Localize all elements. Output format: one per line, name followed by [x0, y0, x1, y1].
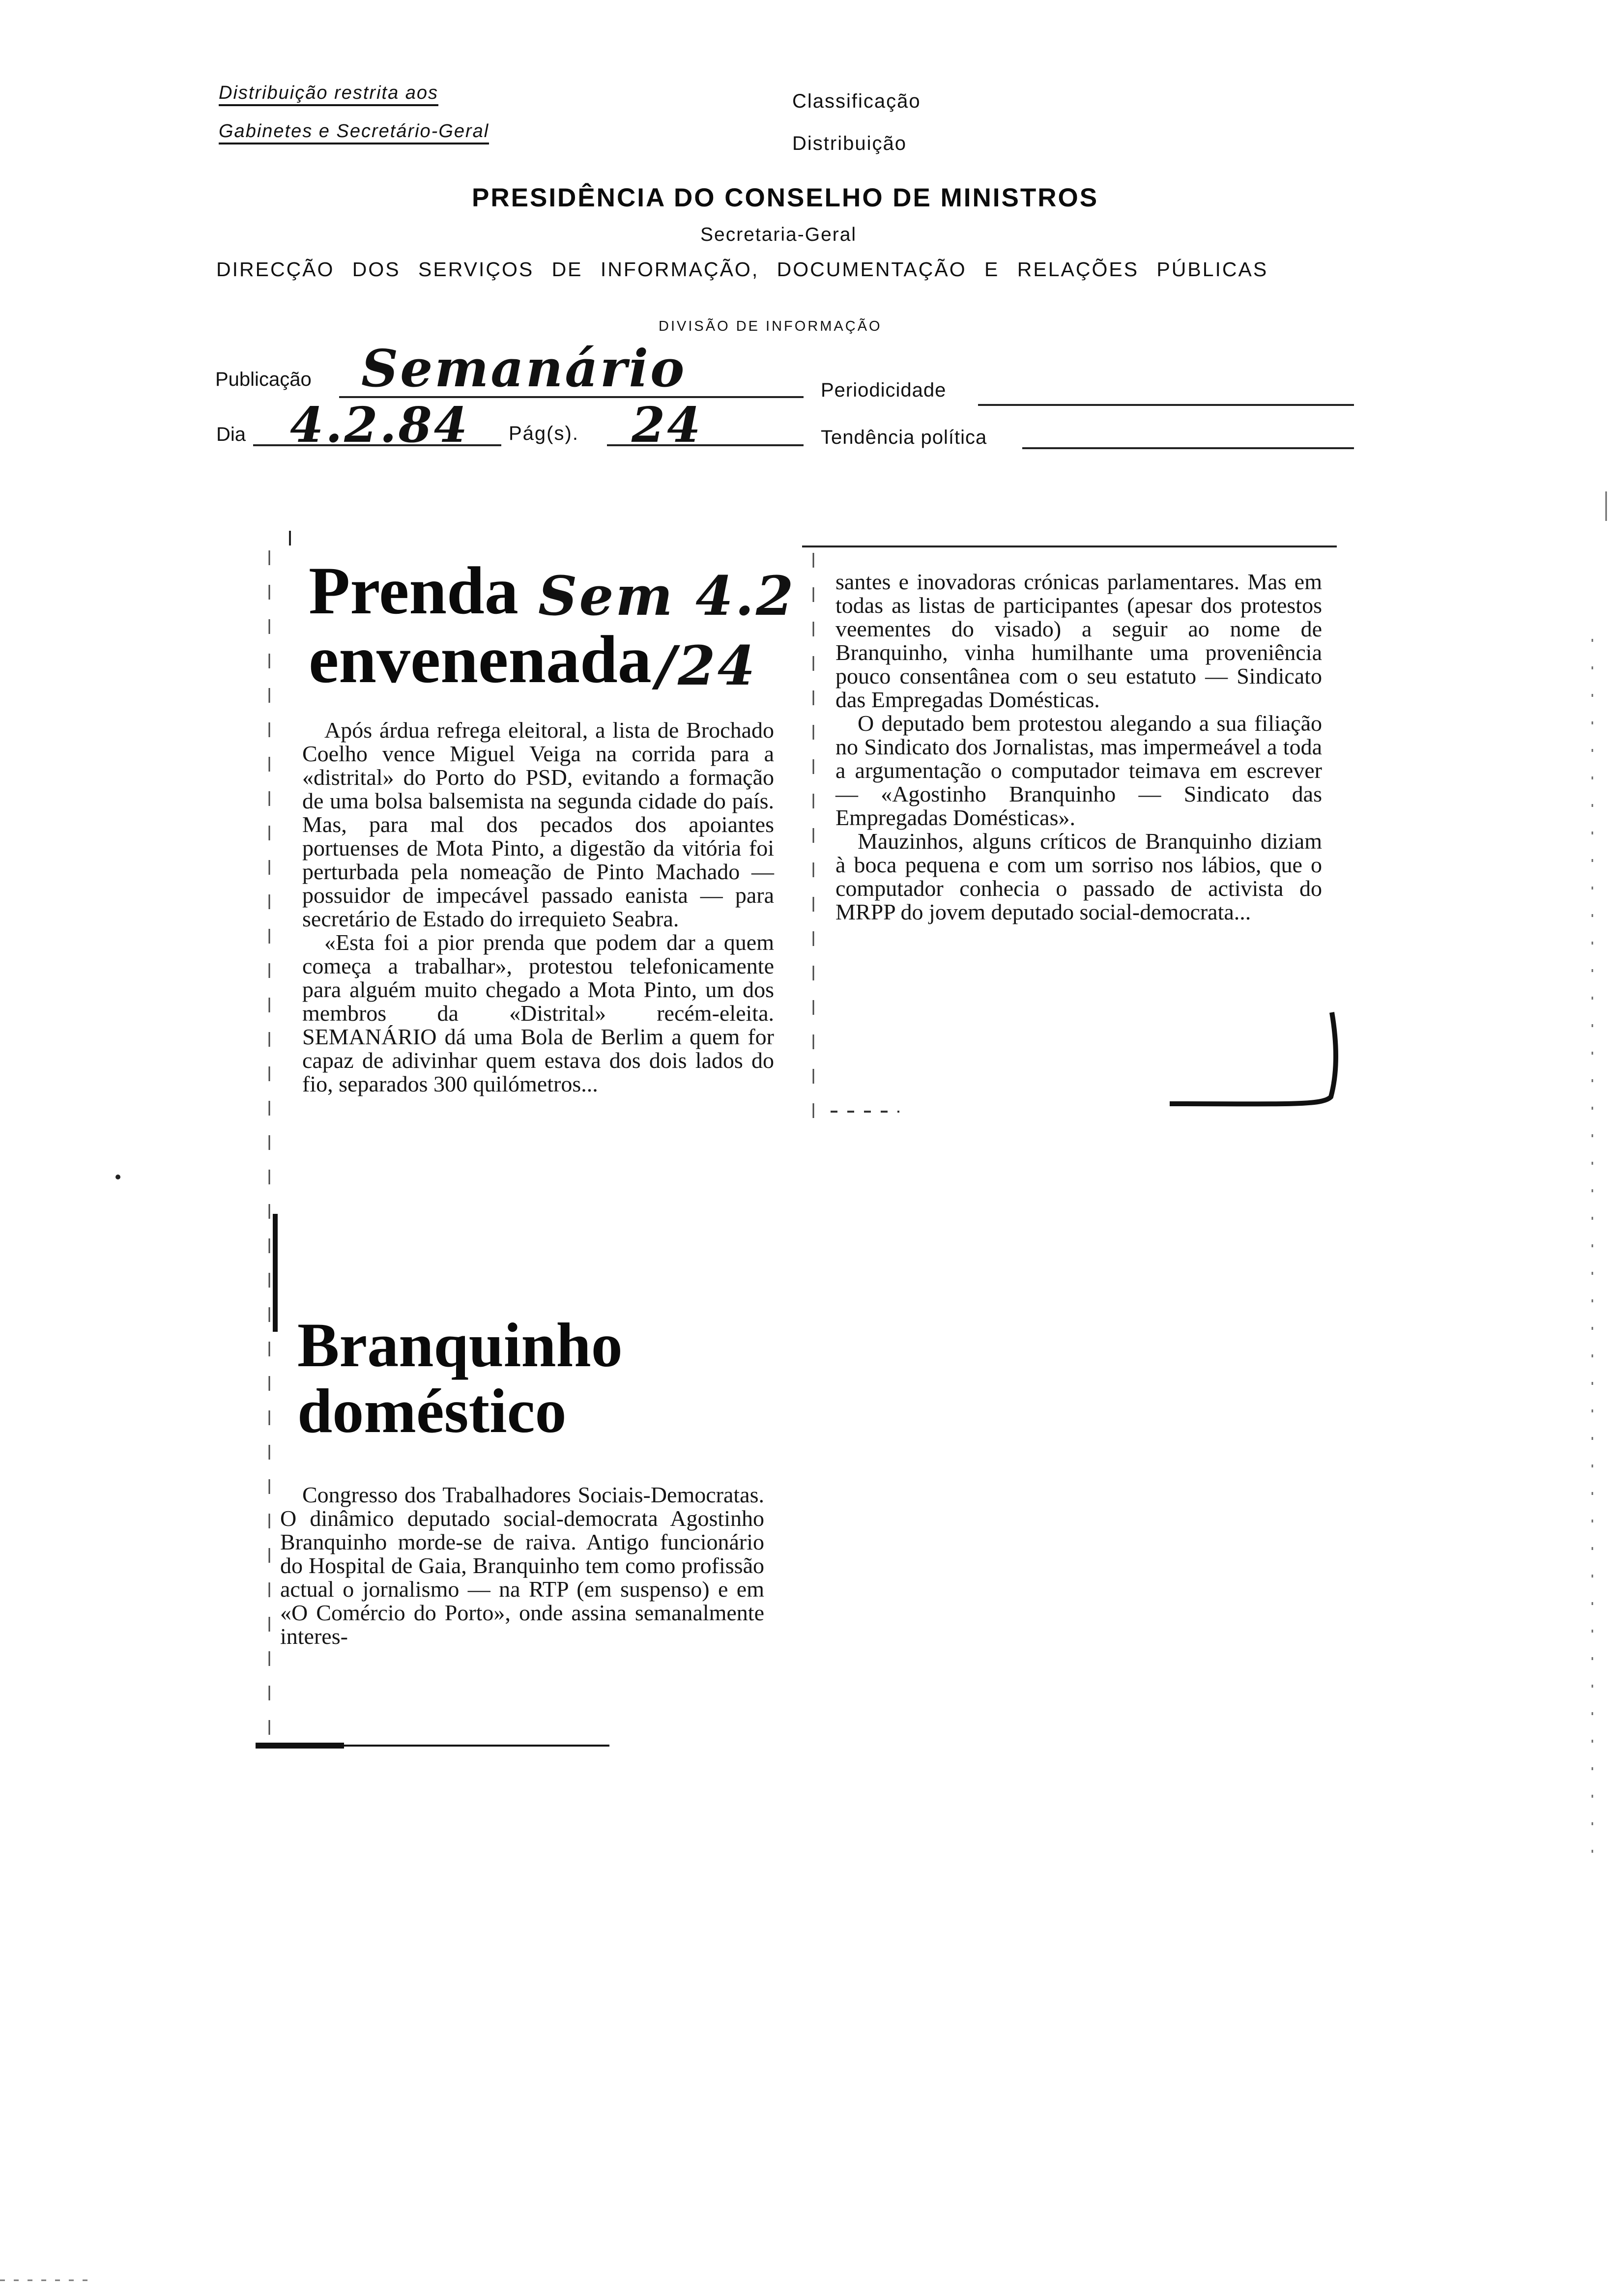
- article1-handwritten-page: /24: [656, 634, 757, 697]
- article1-body: [302, 718, 774, 1096]
- article2-body-right: [835, 570, 1322, 924]
- article2-paragraph-right-3: Mauzinhos, alguns críticos de Branquinho diziam à boca pequena e com um sorriso nos lábios, que o computador conhecia o passado de activista do MRPP do jovem deputado social-democrata...: [835, 829, 1322, 924]
- publication-handwritten: Semanário: [361, 338, 687, 399]
- article2-paragraph-right-2: O deputado bem protestou alegando a sua filiação no Sindicato dos Jornalistas, mas impermeável a toda a argumentação o computador teimava em escrever — «Agostinho Branquinho — Sindicato das Empregadas Domésticas».: [835, 711, 1322, 830]
- article1-headline-line1: Prenda: [309, 553, 518, 628]
- page-title: PRESIDÊNCIA DO CONSELHO DE MINISTROS: [472, 183, 1099, 212]
- political-tendency-label: Tendência política: [821, 427, 987, 448]
- distribution-restriction-line1: Distribuição restrita aos: [219, 83, 438, 104]
- article1-headline-line2: envenenada: [309, 622, 652, 697]
- article2-headline-line1: Branquinho: [297, 1310, 623, 1380]
- pages-handwritten: 24: [632, 397, 703, 454]
- article1-paragraph-2: «Esta foi a pior prenda que podem dar a quem começa a trabalhar», protestou telefonicamente para alguém muito chegado a Mota Pinto, um dos membros da «Distrital» recém-eleita. SEMANÁRIO dá uma Bola de Berlim a quem for capaz de adivinhar quem estava dos dois lados do fio, separados 300 quilómetros...: [302, 930, 774, 1096]
- article2-paragraph-left-1: Congresso dos Trabalhadores Sociais-Democratas. O dinâmico deputado social-democrata Agostinho Branquinho morde-se de raiva. Antigo funcionário do Hospital de Gaia, Branquinho tem como profissão actual o jornalismo — na RTP (em suspenso) e em «O Comércio do Porto», onde assina semanalmente interes-: [280, 1482, 764, 1649]
- pages-label: Pág(s).: [509, 423, 579, 444]
- page-subtitle: Secretaria-Geral: [700, 224, 857, 245]
- directorate-line: DIRECÇÃO DOS SERVIÇOS DE INFORMAÇÃO, DOCUMENTAÇÃO E RELAÇÕES PÚBLICAS: [216, 258, 1268, 281]
- article1-paragraph-1: Após árdua refrega eleitoral, a lista de Brochado Coelho vence Miguel Veiga na corrida para a «distrital» do Porto do PSD, evitando a formação de uma bolsa balsemista na segunda cidade do país. Mas, para mal dos pecados dos apoiantes portuenses de Mota Pinto, a digestão da vitória foi perturbada pela nomeação de Pinto Machado — possuidor de impecável passado eanista — para secretário de Estado do irrequieto Seabra.: [302, 718, 774, 931]
- article2-paragraph-right-1: santes e inovadoras crónicas parlamentares. Mas em todas as listas de participantes (apesar dos protestos veementes do visado) a seguir ao nome de Branquinho, vinha humilhante uma proveniência pouco consentânea com o seu estatuto — Sindicato das Empregadas Domésticas.: [835, 569, 1322, 712]
- periodicity-label: Periodicidade: [821, 379, 947, 401]
- day-label: Dia: [216, 424, 246, 445]
- article2-headline-line2: doméstico: [297, 1376, 567, 1446]
- classification-label: Classificação: [792, 90, 921, 112]
- distribution-label: Distribuição: [792, 133, 907, 154]
- publication-label: Publicação: [215, 369, 312, 390]
- division-line: DIVISÃO DE INFORMAÇÃO: [659, 318, 882, 334]
- distribution-restriction-line2: Gabinetes e Secretário-Geral: [219, 121, 489, 142]
- article2-body-left: [280, 1483, 764, 1648]
- article1-handwritten-annotation: Sem 4.2: [538, 564, 796, 628]
- day-handwritten: 4.2.84: [290, 397, 469, 454]
